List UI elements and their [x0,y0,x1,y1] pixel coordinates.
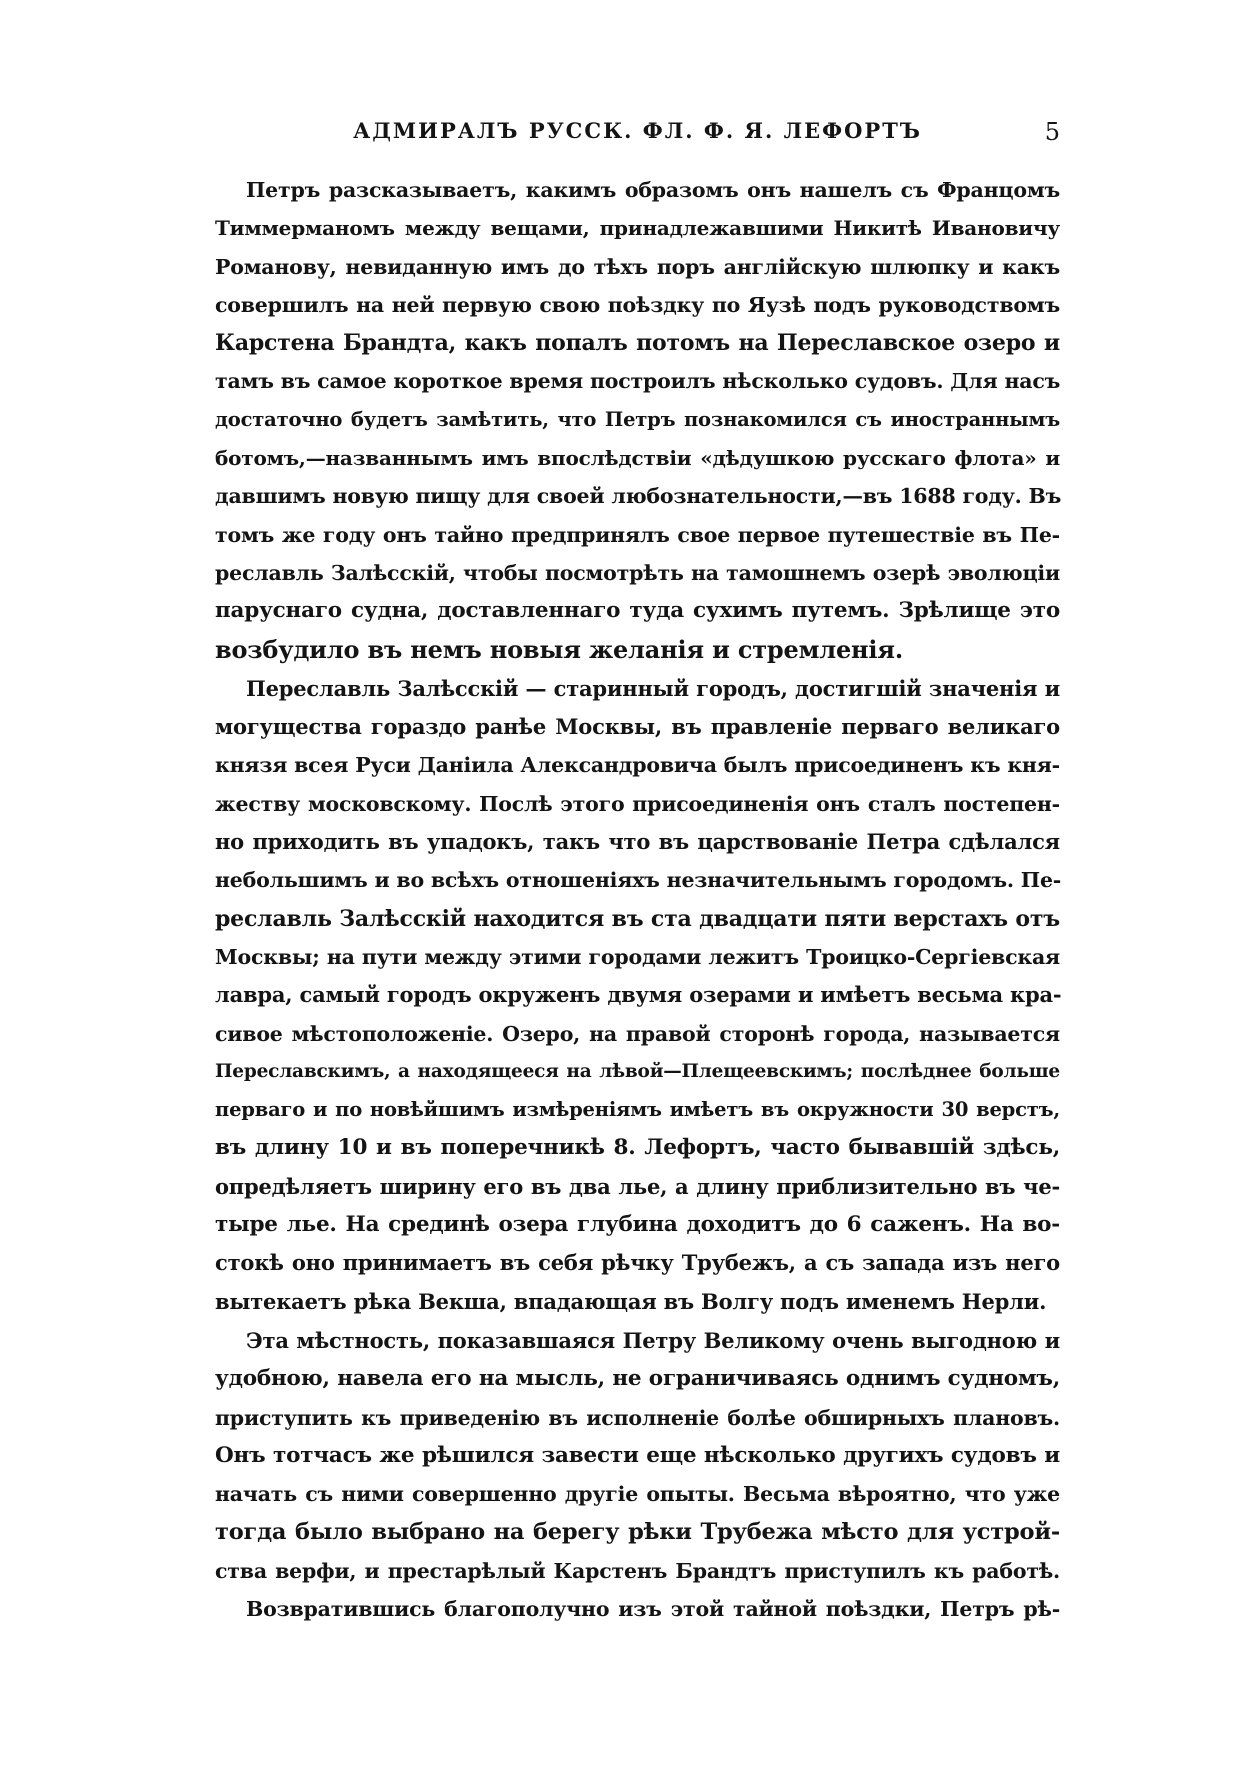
text-line: тамъ въ самое короткое время построилъ нѣсколько судовъ. Для насъ [215,369,1061,394]
text-line: приступить къ приведенію въ исполненіе болѣе обширныхъ плановъ. [215,1405,1060,1430]
text-line: Эта мѣстность, показавшаяся Петру Великому очень выгодною и [246,1327,1060,1353]
text-line: тогда было выбрано на берегу рѣки Трубежа мѣсто для устрой- [215,1519,1060,1546]
text-line: Москвы; на пути между этими городами лежитъ Троицко-Сергіевская [215,944,1060,969]
text-line: князя всея Руси Даніила Александровича былъ присоединенъ къ кня- [215,753,1060,778]
text-line: достаточно будетъ замѣтить, что Петръ познакомился съ иностраннымъ [215,407,1060,431]
text-line: ства верфи, и престарѣлый Карстенъ Брандтъ приступилъ къ работѣ. [215,1558,1060,1583]
text-line: удобною, навела его на мысль, не ограничиваясь однимъ судномъ, [215,1366,1060,1392]
body-text [215,171,1060,1629]
text-line: вытекаетъ рѣка Векша, впадающая въ Волгу подъ именемъ Нерли. [215,1288,1047,1314]
text-line: сивое мѣстоположеніе. Озеро, на правой сторонѣ города, называется [215,1021,1060,1046]
paragraph-3 [215,1322,1060,1628]
text-line: ботомъ,—названнымъ имъ впослѣдствіи «дѣдушкою русскаго флота» и [215,446,1060,471]
text-line: но приходить въ упадокъ, такъ что въ царствованіе Петра сдѣлался [215,829,1060,855]
text-line: Переславль Залѣсскій — старинный городъ, достигшій значенія и [246,675,1060,701]
page-number: 5 [1044,118,1060,146]
text-line: реславль Залѣсскій, чтобы посмотрѣть на тамошнемъ озерѣ эволюціи [215,560,1060,585]
text-line: жеству московскому. Послѣ этого присоединенія онъ сталъ постепен- [215,791,1060,816]
text-line: Переславскимъ, а находящееся на лѣвой—Плещеевскимъ; послѣднее больше [215,1060,1060,1082]
text-line: давшимъ новую пищу для своей любознательности,—въ 1688 году. Въ [215,484,1062,509]
text-line: паруснаго судна, доставленнаго туда сухимъ путемъ. Зрѣлище это [215,598,1060,624]
text-line: перваго и по новѣйшимъ измѣреніямъ имѣетъ въ окружности 30 верстъ, [215,1098,1060,1122]
paragraph-1 [215,171,1060,669]
paragraph-2 [215,670,1060,1321]
text-line: возбудило въ немъ новыя желанія и стремленія. [215,634,903,664]
text-line: томъ же году онъ тайно предпринялъ свое первое путешествіе въ Пе- [215,522,1060,547]
running-title: АДМИРАЛЪ РУССК. ФЛ. Ф. Я. ЛЕФОРТЪ [353,118,922,143]
text-line: стокѣ оно принимаетъ въ себя рѣчку Трубежъ, а съ запада изъ него [215,1250,1060,1276]
text-line: Карстена Брандта, какъ попалъ потомъ на Переславское озеро и [215,330,1060,357]
text-line: Романову, невиданную имъ до тѣхъ поръ англійскую шлюпку и какъ [215,254,1060,279]
text-line: Возвратившись благополучно изъ этой тайной поѣздки, Петръ рѣ- [246,1596,1060,1621]
text-line: опредѣляетъ ширину его въ два лье, а длину приблизительно въ че- [215,1173,1060,1199]
text-line: начать съ ними совершенно другіе опыты. Весьма вѣроятно, что уже [215,1482,1060,1507]
text-line: лавра, самый городъ окруженъ двумя озерами и имѣетъ весьма кра- [215,982,1062,1008]
text-line: небольшимъ и во всѣхъ отношеніяхъ незначительнымъ городомъ. Пе- [215,868,1062,893]
text-line: въ длину 10 и въ поперечникѣ 8. Лефортъ, часто бывавшій здѣсь, [215,1135,1060,1161]
text-line: Петръ разсказываетъ, какимъ образомъ онъ нашелъ съ Францомъ [246,178,1060,202]
text-line: Онъ тотчасъ же рѣшился завести еще нѣсколько другихъ судовъ и [215,1442,1060,1468]
text-line: могущества гораздо ранѣе Москвы, въ правленіе перваго великаго [215,714,1060,740]
running-header [215,118,1060,152]
text-line: реславль Залѣсскій находится въ ста двадцати пяти верстахъ отъ [215,905,1060,932]
text-line: совершилъ на ней первую свою поѣздку по Яузѣ подъ руководствомъ [215,292,1060,317]
text-line: Тиммерманомъ между вещами, принадлежавшими Никитѣ Ивановичу [215,216,1060,241]
text-line: тыре лье. На срединѣ озера глубина доходитъ до 6 саженъ. На во- [215,1212,1060,1238]
